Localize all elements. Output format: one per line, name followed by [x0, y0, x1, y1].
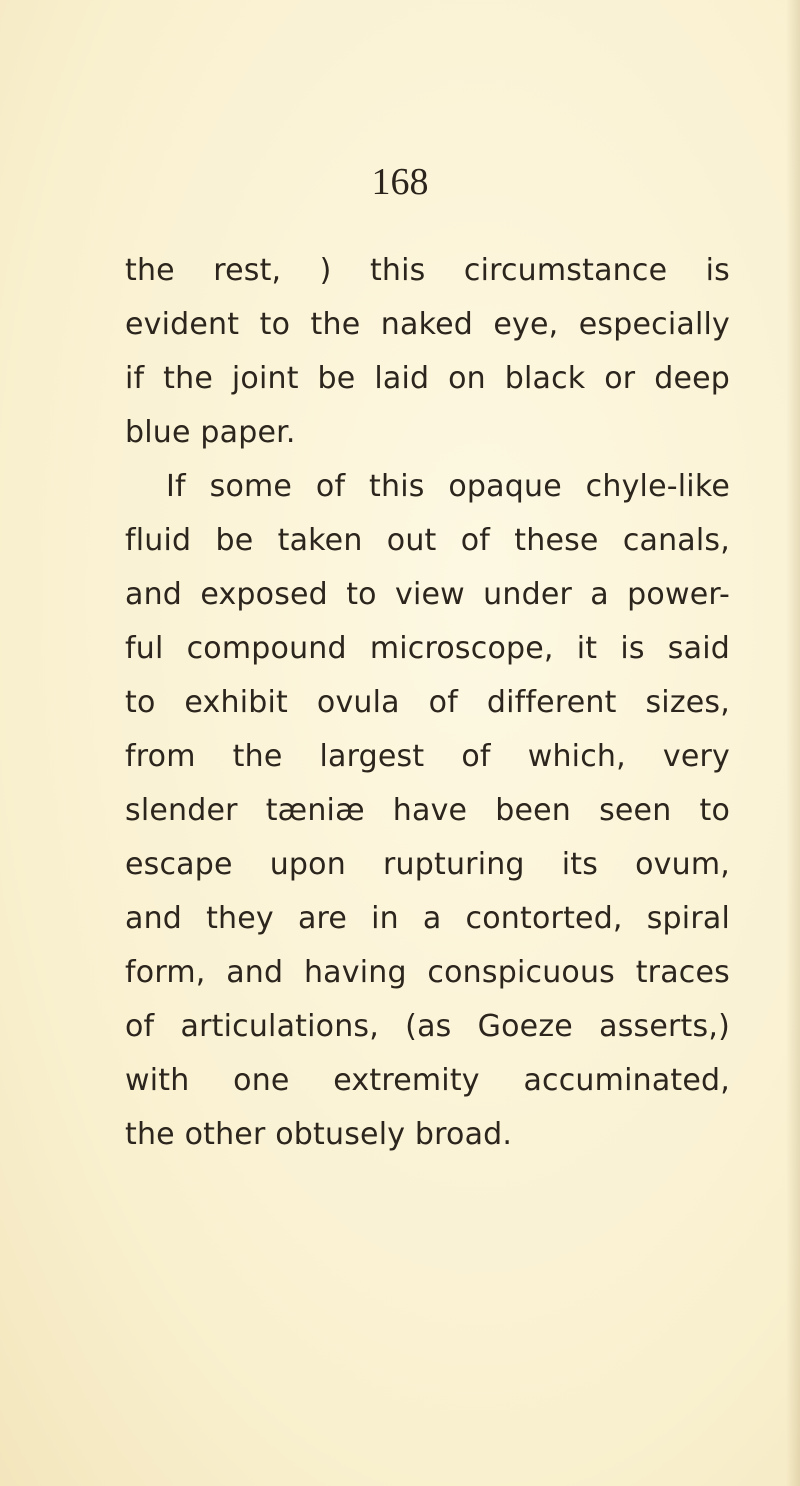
text-line: the rest, ) this circumstance is	[125, 253, 730, 288]
page-number: 168	[371, 161, 429, 203]
text-line: If some of this opaque chyle-like	[166, 469, 730, 504]
text-line: evident to the naked eye, especially	[125, 307, 730, 342]
text-line: of articulations, (as Goeze asserts,)	[125, 1009, 730, 1044]
text-line: and they are in a contorted, spiral	[125, 901, 730, 936]
text-line: if the joint be laid on black or deep	[125, 361, 730, 396]
text-line: from the largest of which, very	[125, 739, 730, 774]
body-text	[125, 244, 730, 1162]
text-line: form, and having conspicuous traces	[125, 955, 730, 990]
text-line: with one extremity accuminated,	[125, 1063, 730, 1098]
page-edge-shadow	[786, 0, 800, 1486]
text-line: ful compound microscope, it is said	[125, 631, 730, 666]
text-line: slender tæniæ have been seen to	[125, 793, 730, 828]
text-line: fluid be taken out of these canals,	[125, 523, 730, 558]
text-line: and exposed to view under a power-	[125, 577, 730, 612]
text-line: escape upon rupturing its ovum,	[125, 847, 730, 882]
text-line: the other obtusely broad.	[125, 1117, 513, 1152]
text-line: to exhibit ovula of different sizes,	[125, 685, 730, 720]
text-line: blue paper.	[125, 415, 296, 450]
